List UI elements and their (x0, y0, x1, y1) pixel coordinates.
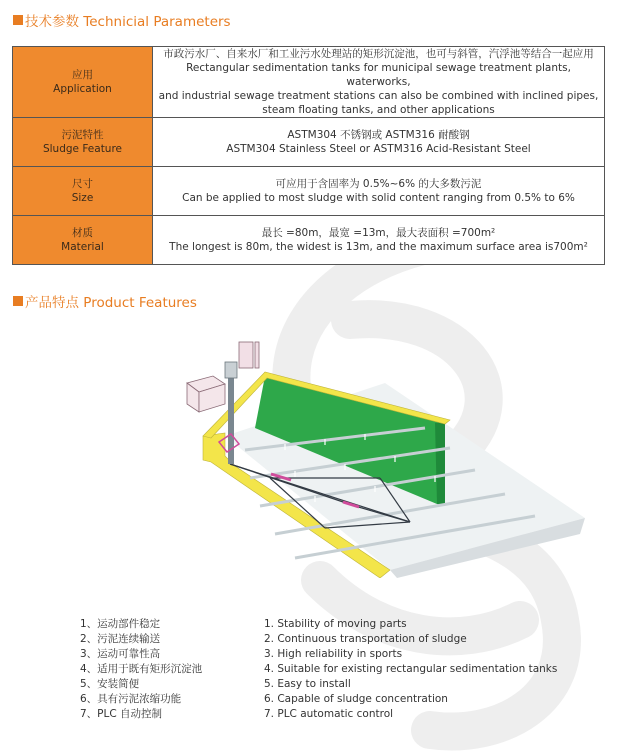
param-label (13, 216, 153, 265)
param-value (153, 47, 605, 118)
title-square-icon (13, 15, 23, 25)
param-label-cn: 尺寸 (72, 178, 93, 190)
feature-item-en: 6. Capable of sludge concentration (264, 693, 448, 705)
param-value-line: ASTM304 不锈钢或 ASTM316 耐酸钢 (287, 129, 470, 141)
param-row-material (13, 216, 605, 265)
feature-item-cn: 2、污泥连续输送 (80, 633, 161, 645)
feature-item-en: 4. Suitable for existing rectangular sedimentation tanks (264, 663, 558, 675)
feature-item-en: 2. Continuous transportation of sludge (264, 633, 467, 645)
feature-item-cn: 4、适用于既有矩形沉淀池 (80, 663, 203, 675)
param-label-en: Material (61, 241, 104, 253)
params-section-title (13, 10, 231, 30)
parameters-table (12, 46, 605, 265)
params-title-text: 技术参数 Technicial Parameters (25, 14, 231, 30)
support-bracket (239, 342, 259, 368)
param-value-line: ASTM304 Stainless Steel or ASTM316 Acid-Resistant Steel (226, 143, 531, 155)
feature-item-cn: 3、运动可靠性高 (80, 648, 161, 660)
param-label-en: Sludge Feature (42, 143, 123, 155)
title-square-icon (13, 296, 23, 306)
param-value-line: 市政污水厂、自来水厂和工业污水处理站的矩形沉淀池，也可与斜管，汽浮池等结合一起应用 (163, 48, 594, 60)
param-value-line: 最长 =80m，最宽 =13m，最大表面积 =700m² (261, 227, 496, 239)
feature-item-en: 3. High reliability in sports (264, 648, 403, 660)
param-label-en: Size (71, 192, 94, 204)
param-label (13, 167, 153, 216)
feature-item-en: 1. Stability of moving parts (264, 618, 407, 630)
feature-item-cn: 6、具有污泥浓缩功能 (80, 693, 182, 705)
param-row-size (13, 167, 605, 216)
feature-item-en: 5. Easy to install (264, 678, 351, 690)
param-value-line: The longest is 80m, the widest is 13m, and the maximum surface area is700m² (169, 241, 588, 253)
feature-item-cn: 5、安装简便 (80, 678, 140, 690)
param-label-cn: 应用 (72, 69, 93, 81)
param-row-application (13, 47, 605, 118)
param-value-line: steam floating tanks, and other applications (262, 104, 495, 116)
features-list-cn (80, 617, 202, 722)
param-label-cn: 材质 (72, 227, 93, 239)
param-label (13, 118, 153, 167)
param-value (153, 216, 605, 265)
param-value-line: Can be applied to most sludge with solid content ranging from 0.5% to 6% (182, 192, 575, 204)
features-title-text: 产品特点 Product Features (25, 295, 197, 311)
param-value-line: 可应用于含固率为 0.5%~6% 的大多数污泥 (275, 178, 482, 190)
feature-item-cn: 7、PLC 自动控制 (80, 708, 163, 720)
feature-item-cn: 1、运动部件稳定 (80, 618, 161, 630)
param-value (153, 118, 605, 167)
param-value (153, 167, 605, 216)
features-list-en (264, 617, 557, 722)
param-row-sludge-feature (13, 118, 605, 167)
param-label-cn: 污泥特性 (61, 129, 104, 141)
control-box (187, 376, 225, 412)
param-value-line: and industrial sewage treatment stations can also be combined with inclined pipes, (158, 90, 599, 102)
features-section-title (13, 291, 197, 311)
drive-unit (225, 362, 237, 378)
param-label-en: Application (53, 83, 112, 95)
param-value-line: Rectangular sedimentation tanks for municipal sewage treatment plants, waterworks, (186, 62, 571, 88)
param-label (13, 47, 153, 118)
sludge-scraper-illustration (175, 338, 595, 578)
feature-item-en: 7. PLC automatic control (264, 708, 394, 720)
